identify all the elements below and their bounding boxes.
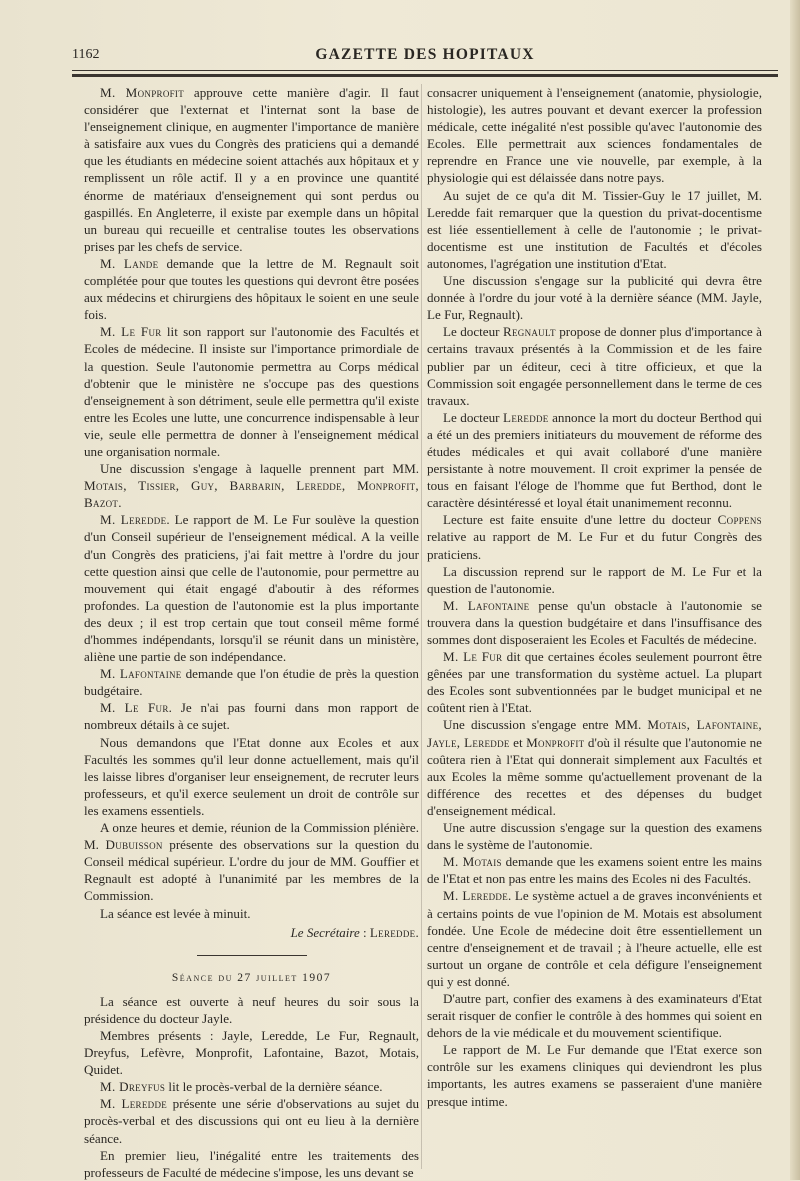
paragraph	[84, 460, 419, 511]
paragraph-text: et	[509, 734, 527, 750]
journal-title: GAZETTE DES HOPITAUX	[315, 46, 535, 63]
paragraph-text: présente des observations sur la question du Conseil médical supérieur. L'ordre du jour de MM. Gouffier et Regnault est adopté à l'unanimité par les membres de la Commission.	[84, 837, 419, 904]
paragraph-text: demande que l'on étudie de près la question budgétaire.	[84, 666, 419, 699]
speaker-name: Coppens	[717, 512, 762, 528]
paragraph	[84, 511, 419, 665]
paragraph	[84, 665, 419, 699]
speaker-name: Dubuisson	[105, 837, 163, 853]
paragraph-text: . Je n'ai pas fourni dans mon rapport de nombreux détails à ce sujet.	[84, 700, 419, 733]
paragraph	[84, 819, 419, 904]
speaker-name: M. Leredde	[443, 888, 509, 904]
paragraph-text: d'où il résulte que l'autonomie ne coûtera rien à l'Etat qui donnerait simplement aux Facultés et aux Ecoles la même somme qu'actuellement provenant de la différence des recettes et des dépenses du budget d'enseignement médical.	[427, 734, 762, 818]
paragraph: Le rapport de M. Le Fur demande que l'Etat exerce son contrôle sur les examens cliniques qui deviendront les plus importants, les autres examens se passeraient d'une manière presque intime.	[427, 1042, 762, 1109]
paragraph: La séance est ouverte à neuf heures du soir sous la présidence du docteur Jayle.	[84, 993, 419, 1026]
paragraph-text: Une discussion s'engage entre MM.	[443, 717, 648, 733]
paragraph	[427, 409, 762, 512]
paragraph-text: Le docteur	[443, 324, 503, 340]
paragraph-text: propose de donner plus d'importance à certains travaux présentés à la Commission et de les faire publier par un éditeur, ceci à titre officieux, et que la Commission soit engagée personnellement dans le terme de ces travaux.	[427, 324, 762, 408]
speaker-name: M. Dreyfus	[100, 1079, 166, 1095]
paragraph-text: relative au rapport de M. Le Fur et du futur Congrès des praticiens.	[427, 529, 762, 562]
paragraph: Nous demandons que l'Etat donne aux Ecoles et aux Facultés les sommes qu'il leur donne actuellement, mais qu'il les laisse libres d'organiser leur enseignement, de recruter leurs professeurs, et qu'il exerce seulement un droit de contrôle sur les examens essentiels.	[84, 734, 419, 818]
paragraph-text: Une discussion s'engage à laquelle prennent part MM.	[100, 461, 419, 477]
paragraph	[427, 648, 762, 716]
paragraph: La séance est levée à minuit.	[100, 905, 251, 921]
paragraph: Au sujet de ce qu'a dit M. Tissier-Guy le 17 juillet, M. Leredde fait remarquer que la question du privat-docentisme est liée essentiellement à celle de l'autonomie ; le privat-docentisme est une institution de Facultés et d'écoles autonomes, l'agrégation une institution d'Etat.	[427, 187, 762, 271]
paragraph: Une autre discussion s'engage sur la question des examens dans le système de l'autonomie.	[427, 820, 762, 853]
paragraph-text: présente une série d'observations au sujet du procès-verbal et des discussions qui ont eu lieu à la dernière séance.	[84, 1096, 419, 1146]
speaker-name: M. Le Fur	[100, 700, 169, 716]
speaker-name: Leredde	[503, 409, 549, 425]
speaker-name: Monprofit	[526, 734, 585, 750]
header-rule-thin	[72, 70, 778, 71]
page-number: 1162	[72, 47, 100, 62]
paragraph-text: Lecture est faite ensuite d'une lettre du docteur	[443, 512, 718, 528]
signature-role: Le Secrétaire	[290, 924, 360, 940]
paragraph: La discussion reprend sur le rapport de M. Le Fur et la question de l'autonomie.	[427, 563, 762, 596]
speaker-name: M. Leredde	[100, 1096, 168, 1112]
signature-separator: :	[359, 924, 370, 940]
section-separator	[197, 955, 307, 956]
paragraph-text: pense qu'un obstacle à l'autonomie se trouvera dans la question budgétaire et dans l'insuffisance des sommes dont disposeraient les Ecoles et Facultés de médecine.	[427, 597, 762, 647]
paragraph	[84, 1078, 419, 1095]
speaker-name: M. Leredde	[100, 512, 167, 528]
paragraph: consacrer uniquement à l'enseignement (anatomie, physiologie, histologie), les autres pouvant et devant exercer la profession médicale, cette inégalité n'est possible qu'avec l'autonomie des Ecoles. Elle permettrait aux sciences fondamentales de reprendre en France une vie nouvelle, par exemple, à la physiologie qui est délaissée dans notre pays.	[427, 85, 762, 186]
paragraph: En premier lieu, l'inégalité entre les traitements des professeurs de Faculté de médecine s'impose, les uns devant se	[84, 1147, 419, 1180]
paragraph	[427, 323, 762, 408]
paragraph	[427, 887, 762, 990]
paragraph-text: demande que les examens soient entre les mains de l'Etat et non pas entre les mains des Ecoles ni des Facultés.	[427, 854, 762, 887]
paragraph-text: . Le rapport de M. Le Fur soulève la question d'un Conseil supérieur de l'enseignement médical. A la veille d'un Congrès des praticiens, j'ai fait mettre à l'ordre du jour cette question ainsi que celle de l'autonomie, pour permettre au mouvement qui était engagé d'aboutir à des réformes profondes. La question de l'autonomie est la plus importante des deux ; il est trop certain que tout conseil même formé d'hommes indépendants, lorsqu'il se réunit dans un ministère, aliène une partie de son indépendance.	[84, 512, 419, 665]
paragraph: D'autre part, confier des examens à des examinateurs d'Etat serait risquer de confier le contrôle à des hommes qui soient en dehors de la vie médicale et du mouvement scientifique.	[427, 990, 762, 1041]
signature-name: Leredde.	[369, 924, 419, 940]
paragraph-text: Le docteur	[443, 409, 504, 425]
speaker-name: M. Lafontaine	[100, 666, 182, 682]
page-header	[72, 47, 778, 67]
paragraph-text: lit le procès-verbal de la dernière séance.	[165, 1079, 383, 1095]
session-heading: Séance du 27 juillet 1907	[171, 971, 332, 984]
paragraph-text: .	[118, 495, 122, 511]
page-edge-shadow	[790, 0, 800, 1180]
paragraph: Membres présents : Jayle, Leredde, Le Fur, Regnault, Dreyfus, Lefèvre, Monprofit, Lafontaine, Bazot, Motais, Quidet.	[84, 1027, 419, 1078]
paragraph	[84, 255, 419, 323]
paragraph	[427, 597, 762, 648]
paragraph	[84, 84, 419, 255]
signature	[84, 924, 419, 941]
paragraph	[427, 511, 762, 562]
paragraph	[84, 1095, 419, 1146]
paragraph-text: . Le système actuel a de graves inconvénients et à certains points de vue l'opinion de M. Motais est absolument fondée. Une Ecole de médecine doit être essentiellement un centre d'enseignement et de travail ; à l'heure actuelle, elle est surtout un organe de contrôle et cela défigure l'enseignement qui y est donné.	[427, 888, 762, 989]
paragraph	[84, 323, 419, 460]
paragraph: Une discussion s'engage sur la publicité qui devra être donnée à l'ordre du jour voté à la dernière séance (MM. Jayle, Le Fur, Regnault).	[427, 273, 762, 323]
speaker-name: M. Motais	[443, 854, 502, 870]
paragraph-text: annonce la mort du docteur Berthod qui a été un des premiers initiateurs du mouvement de réforme des études médicales et qui avait collaboré d'une manière persistante à notre mouvement. Il croit exprimer la pensée de tous en faisant l'éloge de l'homme que fut Berthod, dont le caractère désintéressé et loyal était unanimement reconnu.	[427, 409, 762, 511]
paragraph-text: approuve cette manière d'agir. Il faut considérer que l'externat et l'internat sont la base de l'enseignement clinique, en augmenter l'importance de manière à satisfaire aux vues du Congrès des praticiens qui a demandé que les étudiants en médecine soient attachés aux hôpitaux et y remplissent un rôle actif. Il y a en province une quantité énorme de matériaux d'enseignement qui sont perdus ou gaspillés. En Angleterre, il existe par exemple dans un hôpital un bureau qui recueille et centralise toutes les observations prises par les chefs de service.	[84, 85, 419, 254]
speaker-name: M. Monprofit	[100, 85, 185, 100]
paragraph	[84, 699, 419, 733]
paragraph-text: demande que la lettre de M. Regnault soit complétée pour que toutes les questions qui devront être posées aux médecins et chirurgiens des hôpitaux le soient en une seule fois.	[84, 255, 419, 323]
left-column	[84, 84, 419, 1181]
right-column	[427, 84, 762, 1110]
speaker-name: M. Le Fur	[443, 649, 503, 665]
speaker-names: Motais, Tissier, Guy, Barbarin, Leredde, Monprofit, Bazot	[84, 478, 419, 511]
paragraph-text: lit son rapport sur l'autonomie des Facultés et Ecoles de médecine. Il insiste sur l'importance primordiale de la question. Seule l'autonomie permettra au Corps médical d'obtenir que le ministère ne s'occupe pas des questions d'enseignement à son détriment, seule elle permettra qu'il existe entre les Ecoles une lutte, une concurrence indispensable à leur vie, seule elle permettra de donner à l'enseignement médical une organisation normale.	[84, 324, 419, 459]
speaker-name: M. Le Fur	[100, 324, 162, 340]
column-divider	[421, 84, 422, 1169]
speaker-name: M. Lande	[100, 255, 159, 271]
speaker-name: Regnault	[502, 324, 556, 340]
speaker-names: Motais, Lafontaine, Jayle, Leredde	[427, 717, 762, 750]
header-rule-thick	[72, 74, 778, 77]
speaker-name: M. Lafontaine	[443, 597, 530, 613]
paragraph	[427, 853, 762, 887]
paragraph	[427, 716, 762, 819]
paragraph-text: dit que certaines écoles seulement pourront être gênées par une transformation du système actuel. La plupart des Ecoles sont subventionnées par le budget municipal et ne coûtent rien à l'Etat.	[427, 649, 762, 716]
paragraph-text: A onze heures et demie, réunion de la Commission plénière. M.	[84, 820, 419, 853]
